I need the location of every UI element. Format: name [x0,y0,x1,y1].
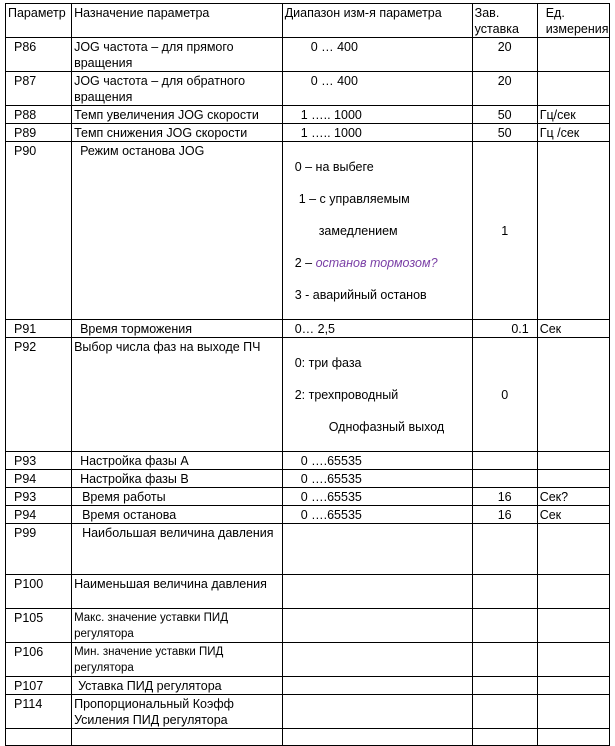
table-row [6,452,610,470]
param-range [282,643,472,677]
param-unit [537,643,609,677]
param-code: P92 [6,338,72,452]
table-row [6,338,610,452]
param-name: Время торможения [72,320,283,338]
param-range [282,142,472,320]
param-code: P88 [6,106,72,124]
param-default [472,643,537,677]
range-line-mixed [295,255,470,271]
table-row [6,575,610,609]
header-range: Диапазон изм-я параметра [282,4,472,38]
param-code: P87 [6,72,72,106]
param-unit [537,142,609,320]
param-code: P107 [6,677,72,695]
param-unit [537,695,609,729]
table-row [6,643,610,677]
param-range: 0 … 400 [282,72,472,106]
param-range [282,338,472,452]
param-range: 1 ….. 1000 [282,124,472,142]
param-code: P106 [6,643,72,677]
range-line: 2: трехпроводный [294,388,399,402]
param-default [472,609,537,643]
param-code: P91 [6,320,72,338]
range-line: замедлением [318,224,398,238]
table-row [6,524,610,575]
param-range [282,575,472,609]
param-default: 20 [472,72,537,106]
param-name: Пропорциональный Коэфф Усиления ПИД регулятора [72,695,283,729]
parameter-table [5,3,610,746]
range-line: 2 – [294,256,316,270]
param-range: 0 ….65535 [282,452,472,470]
param-range [282,524,472,575]
param-name: Время останова [72,506,283,524]
param-code: P86 [6,38,72,72]
param-unit [537,729,609,746]
param-range [282,695,472,729]
param-code [6,729,72,746]
param-code: P93 [6,452,72,470]
param-unit [537,575,609,609]
param-unit: Сек [537,320,609,338]
table-row [6,488,610,506]
header-code: Параметр [6,4,72,38]
table-row [6,609,610,643]
param-default [472,470,537,488]
param-default: 1 [472,142,537,320]
param-unit [537,452,609,470]
param-name [72,729,283,746]
param-code: P90 [6,142,72,320]
param-range: 1 ….. 1000 [282,106,472,124]
param-default [472,575,537,609]
param-range: 0 … 400 [282,38,472,72]
param-default: 0 [472,338,537,452]
param-default: 20 [472,38,537,72]
param-range: 0 ….65535 [282,488,472,506]
param-unit: Сек [537,506,609,524]
param-name: JOG частота – для обратного вращения [72,72,283,106]
range-line: 1 – с управляемым [298,192,410,206]
param-name: Настройка фазы В [72,470,283,488]
param-default [472,695,537,729]
param-default [472,452,537,470]
param-unit: Гц/сек [537,106,609,124]
range-line: Однофазный выход [328,420,445,434]
header-unit: Ед. измерения [537,4,609,38]
header-name: Назначение параметра [72,4,283,38]
param-range [282,609,472,643]
param-unit [537,470,609,488]
param-code: P93 [6,488,72,506]
table-row [6,677,610,695]
param-default: 16 [472,506,537,524]
table-row [6,72,610,106]
range-line: 0: три фаза [294,356,362,370]
param-range: 0… 2,5 [282,320,472,338]
table-row [6,695,610,729]
param-name: Наименьшая величина давления [72,575,283,609]
param-unit: Сек? [537,488,609,506]
param-code: P99 [6,524,72,575]
table-row [6,729,610,746]
param-unit [537,338,609,452]
param-name: JOG частота – для прямого вращения [72,38,283,72]
param-default: 50 [472,106,537,124]
param-code: P105 [6,609,72,643]
header-default: Зав. уставка [472,4,537,38]
param-name: Режим останова JOG [72,142,283,320]
table-row [6,38,610,72]
range-line: 0 – на выбеге [294,160,374,174]
param-code: P94 [6,470,72,488]
param-name: Темп увеличения JOG скорости [72,106,283,124]
param-name: Уставка ПИД регулятора [72,677,283,695]
range-line: 3 - аварийный останов [294,288,427,302]
param-unit: Гц /сек [537,124,609,142]
table-row [6,142,610,320]
param-default [472,524,537,575]
param-name: Наибольшая величина давления [72,524,283,575]
param-name: Мин. значение уставки ПИД регулятора [72,643,283,677]
param-unit [537,677,609,695]
param-range [282,677,472,695]
param-default: 0.1 [472,320,537,338]
param-code: P89 [6,124,72,142]
param-name: Макс. значение уставки ПИД регулятора [72,609,283,643]
table-row [6,470,610,488]
param-range: 0 ….65535 [282,506,472,524]
header-row [6,4,610,38]
table-row [6,106,610,124]
param-code: P94 [6,506,72,524]
table-row [6,320,610,338]
param-default: 16 [472,488,537,506]
param-default: 50 [472,124,537,142]
param-name: Темп снижения JOG скорости [72,124,283,142]
param-code: P100 [6,575,72,609]
table-row [6,506,610,524]
param-default [472,677,537,695]
param-range: 0 ….65535 [282,470,472,488]
param-name: Выбор числа фаз на выходе ПЧ [72,338,283,452]
param-unit [537,524,609,575]
range-highlight: остaнов тормозом? [315,256,438,270]
table-row [6,124,610,142]
param-name: Настройка фазы А [72,452,283,470]
param-default [472,729,537,746]
param-code: P114 [6,695,72,729]
param-unit [537,609,609,643]
param-unit [537,72,609,106]
param-name: Время работы [72,488,283,506]
param-unit [537,38,609,72]
param-range [282,729,472,746]
